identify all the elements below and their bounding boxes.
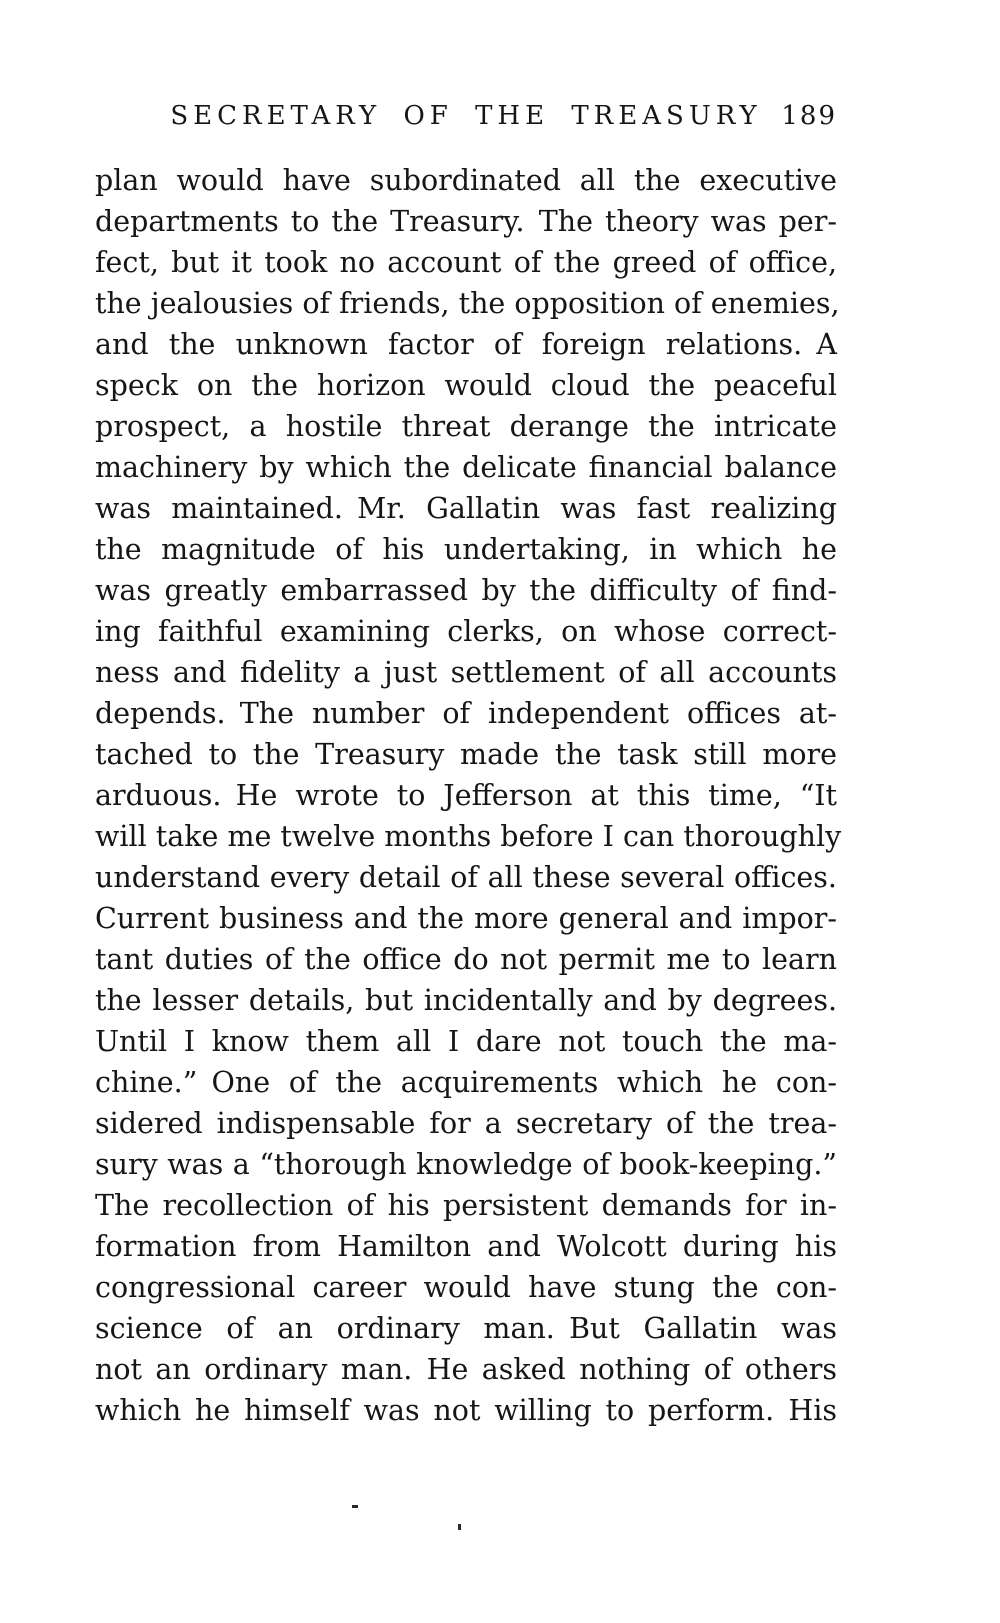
text-line: plan would have subordinated all the executive bbox=[95, 164, 837, 197]
text-line: the magnitude of his undertaking, in which he bbox=[95, 533, 837, 566]
text-line: sidered indispensable for a secretary of the trea- bbox=[95, 1107, 837, 1140]
text-line: The recollection of his persistent demands for in- bbox=[95, 1189, 837, 1222]
text-line: Until I know them all I dare not touch the ma- bbox=[95, 1025, 837, 1058]
text-line: the jealousies of friends, the opposition of enemies, bbox=[95, 287, 840, 320]
text-line: and the unknown factor of foreign relations. A bbox=[95, 328, 837, 361]
running-header-title: SECRETARY OF THE TREASURY bbox=[170, 101, 762, 131]
text-line: was maintained. Mr. Gallatin was fast realizing bbox=[95, 492, 837, 525]
text-line: formation from Hamilton and Wolcott during his bbox=[95, 1230, 837, 1263]
running-header bbox=[95, 101, 837, 135]
page-number: 189 bbox=[781, 101, 837, 131]
text-line: prospect, a hostile threat derange the intricate bbox=[95, 410, 837, 443]
text-line: speck on the horizon would cloud the peaceful bbox=[95, 369, 837, 402]
text-line: science of an ordinary man. But Gallatin was bbox=[95, 1312, 837, 1345]
text-line: which he himself was not willing to perform. His bbox=[95, 1394, 837, 1427]
scan-speck bbox=[352, 1505, 358, 1508]
text-line: machinery by which the delicate financial balance bbox=[95, 451, 837, 484]
text-line: departments to the Treasury. The theory was per- bbox=[95, 205, 837, 238]
text-line: chine.” One of the acquirements which he con- bbox=[95, 1066, 837, 1099]
text-line: understand every detail of all these several offices. bbox=[95, 861, 837, 894]
text-line: will take me twelve months before I can thoroughly bbox=[95, 820, 842, 853]
text-line: was greatly embarrassed by the difficulty of find- bbox=[95, 574, 837, 607]
body-text bbox=[95, 160, 842, 1431]
text-line: tant duties of the office do not permit me to learn bbox=[95, 943, 837, 976]
text-line: Current business and the more general and impor- bbox=[95, 902, 837, 935]
text-line: depends. The number of independent offices at- bbox=[95, 697, 837, 730]
text-line: the lesser details, but incidentally and by degrees. bbox=[95, 984, 837, 1017]
text-line: fect, but it took no account of the greed of office, bbox=[95, 246, 837, 279]
scan-speck bbox=[458, 1524, 461, 1530]
text-line: tached to the Treasury made the task still more bbox=[95, 738, 837, 771]
text-line: congressional career would have stung the con- bbox=[95, 1271, 837, 1304]
text-line: arduous. He wrote to Jefferson at this time, “It bbox=[95, 779, 837, 812]
text-line: not an ordinary man. He asked nothing of others bbox=[95, 1353, 837, 1386]
text-line: ing faithful examining clerks, on whose correct- bbox=[95, 615, 837, 648]
text-line: ness and fidelity a just settlement of all accounts bbox=[95, 656, 837, 689]
text-line: sury was a “thorough knowledge of book-keeping.” bbox=[95, 1148, 837, 1181]
